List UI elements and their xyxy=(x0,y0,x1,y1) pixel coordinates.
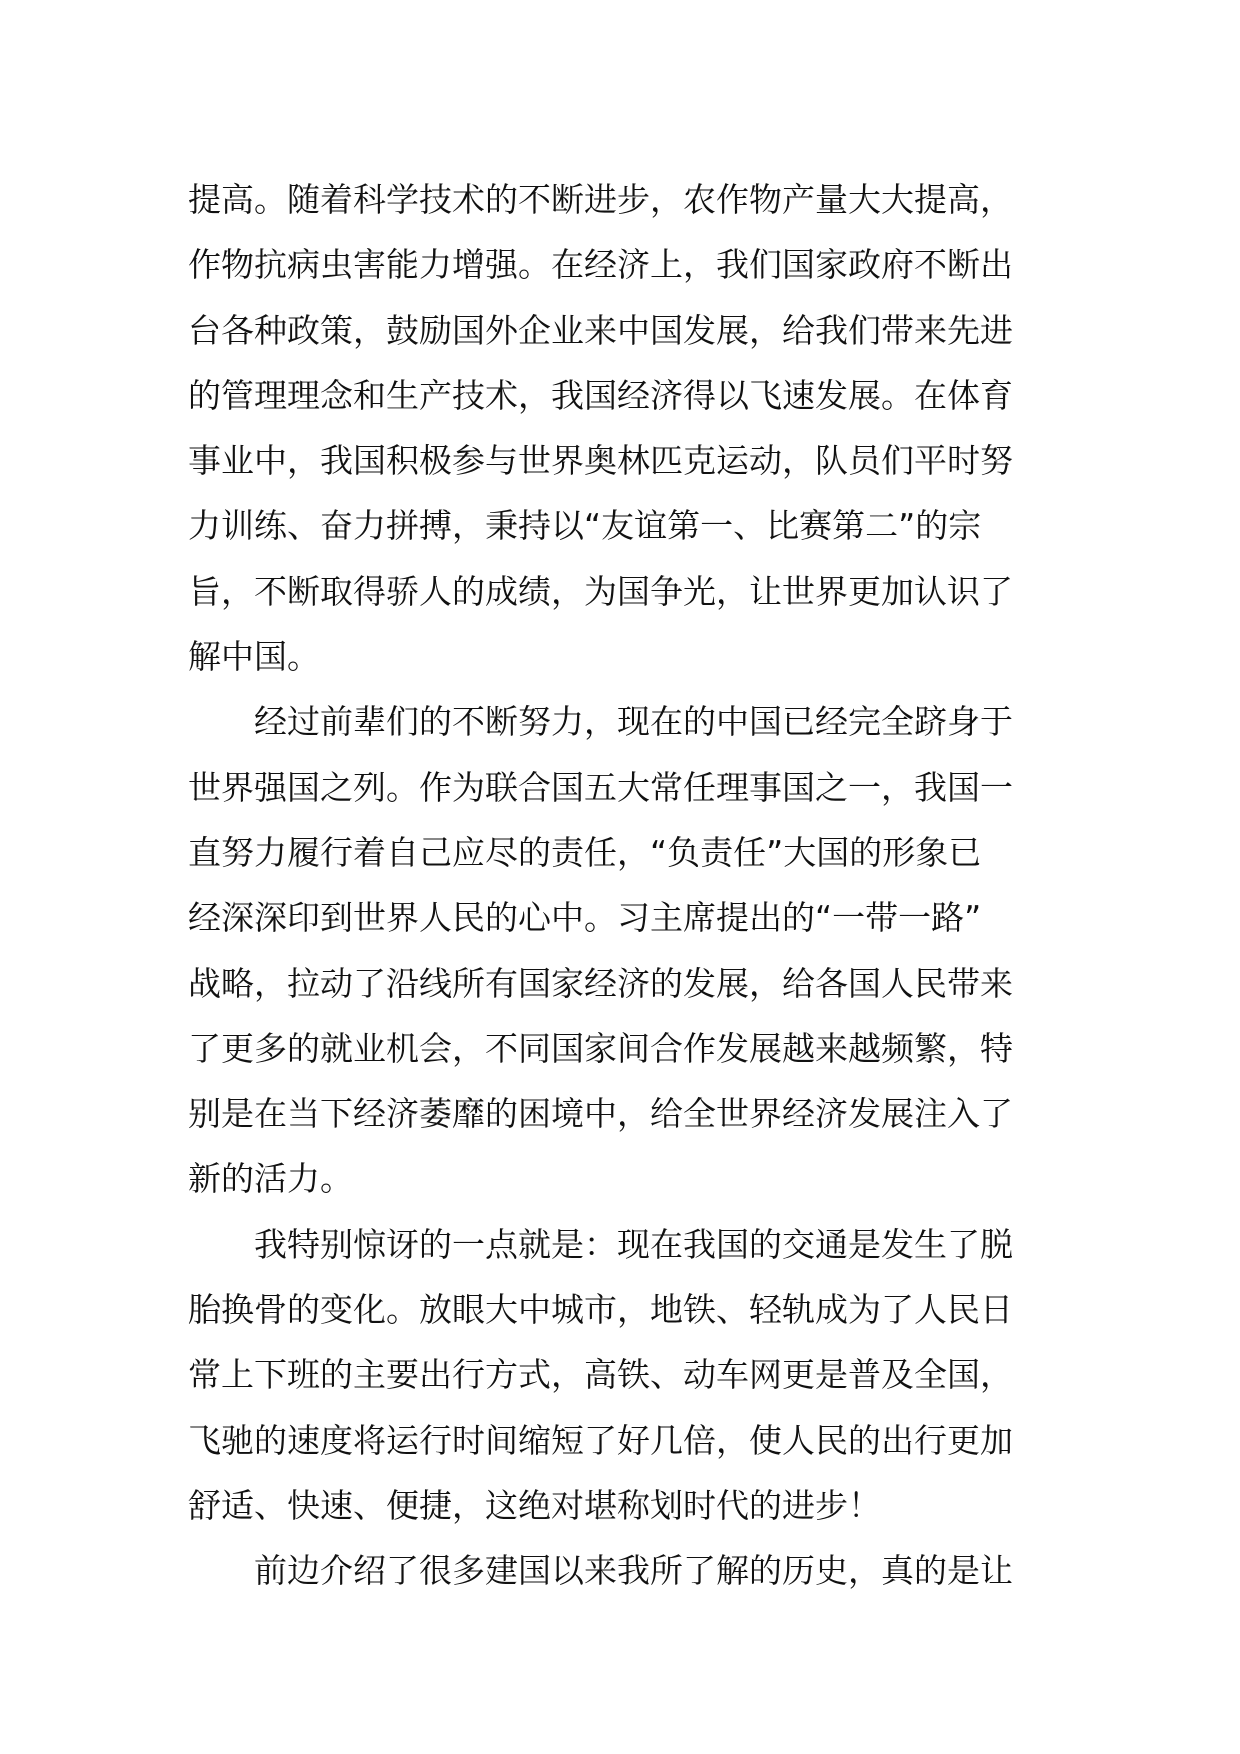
text-line: 胎换骨的变化。放眼大中城市，地铁、轻轨成为了人民日 xyxy=(188,1290,1013,1330)
document-body xyxy=(188,167,1058,1604)
text-line: 力训练、奋力拼搏，秉持以“友谊第一、比赛第二”的宗 xyxy=(188,506,982,546)
text-line: 解中国。 xyxy=(188,637,320,677)
text-line: 了更多的就业机会，不同国家间合作发展越来越频繁，特 xyxy=(188,1028,1013,1068)
text-line: 作物抗病虫害能力增强。在经济上，我们国家政府不断出 xyxy=(188,245,1013,285)
text-line: 提高。随着科学技术的不断进步，农作物产量大大提高， xyxy=(188,180,1013,219)
text-line: 别是在当下经济萎靡的困境中，给全世界经济发展注入了 xyxy=(188,1094,1013,1134)
text-line: 直努力履行着自己应尽的责任，“负责任”大国的形象已 xyxy=(188,832,982,872)
text-line: 经过前辈们的不断努力，现在的中国已经完全跻身于 xyxy=(254,702,1013,742)
text-line: 我特别惊讶的一点就是：现在我国的交通是发生了脱 xyxy=(254,1224,1013,1264)
text-line: 事业中，我国积极参与世界奥林匹克运动，队员们平时努 xyxy=(188,441,1013,481)
text-line: 的管理理念和生产技术，我国经济得以飞速发展。在体育 xyxy=(188,375,1013,415)
text-line: 舒适、快速、便捷，这绝对堪称划时代的进步！ xyxy=(188,1485,881,1525)
text-line: 飞驰的速度将运行时间缩短了好几倍，使人民的出行更加 xyxy=(188,1420,1013,1460)
text-line: 常上下班的主要出行方式，高铁、动车网更是普及全国， xyxy=(188,1355,1013,1395)
text-line: 战略，拉动了沿线所有国家经济的发展，给各国人民带来 xyxy=(188,963,1013,1003)
text-line: 台各种政策，鼓励国外企业来中国发展，给我们带来先进 xyxy=(188,310,1013,350)
text-line: 世界强国之列。作为联合国五大常任理事国之一，我国一 xyxy=(188,767,1013,807)
text-line: 经深深印到世界人民的心中。习主席提出的“一带一路” xyxy=(188,898,982,938)
text-line: 新的活力。 xyxy=(188,1159,353,1199)
text-line: 前边介绍了很多建国以来我所了解的历史，真的是让 xyxy=(254,1551,1013,1591)
text-line: 旨，不断取得骄人的成绩，为国争光，让世界更加认识了 xyxy=(188,571,1013,611)
